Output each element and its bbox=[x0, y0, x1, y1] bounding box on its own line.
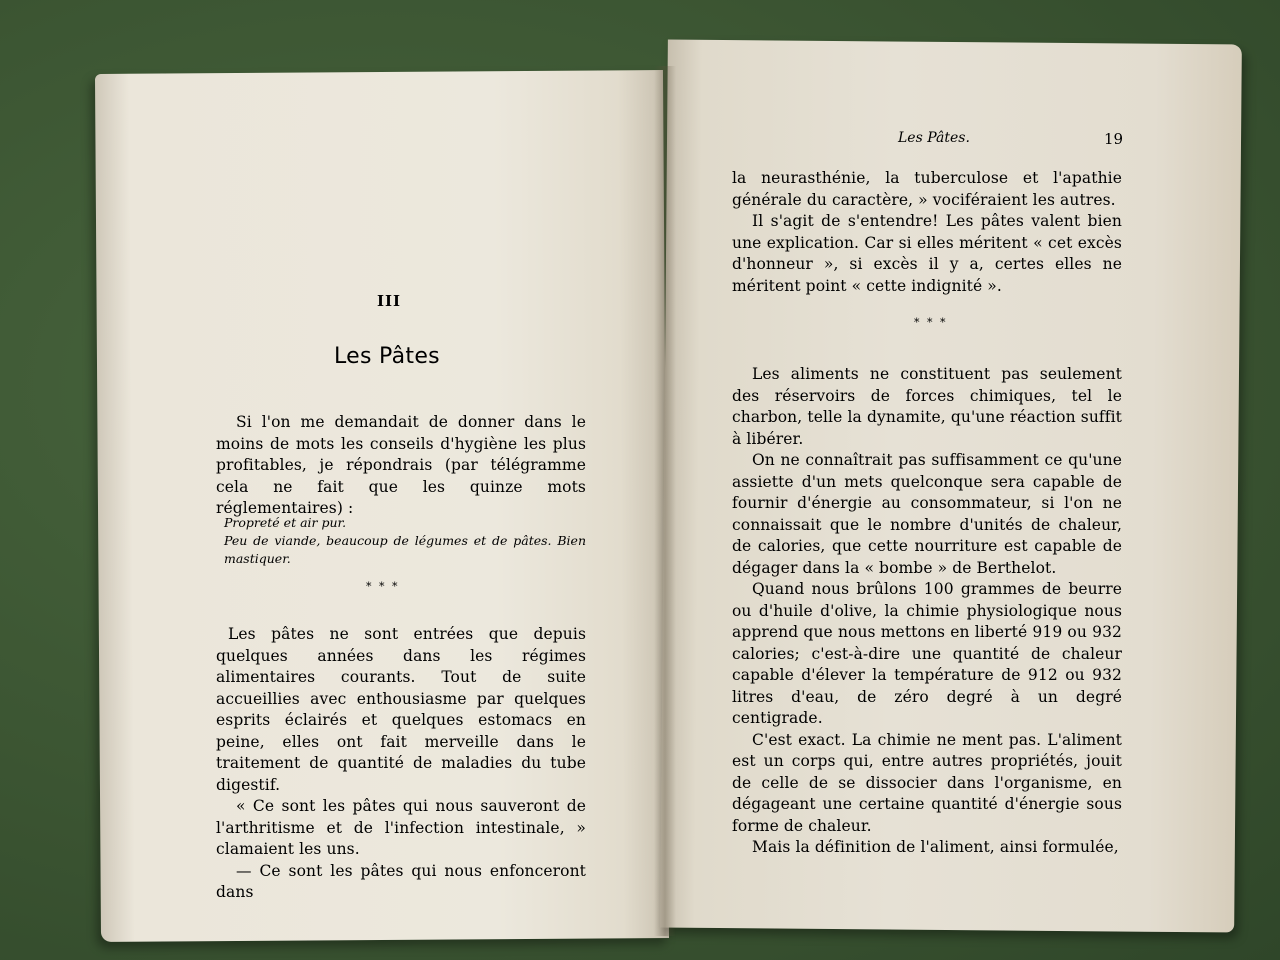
right-paragraph-6: C'est exact. La chimie ne ment pas. L'aliment est un corps qui, entre autres propriétés, jouit de celle de se dissocier dans l'organisme, en dégageant une certaine quantité d'énergie sous forme de chaleur. bbox=[732, 730, 1122, 835]
right-paragraph-3: Les aliments ne constituent pas seulement des réservoirs de forces chimiques, tel le charbon, telle la dynamite, qu'une réaction suffit à libérer. bbox=[732, 365, 1122, 448]
book-gutter bbox=[654, 66, 676, 936]
right-body-block bbox=[732, 364, 1122, 859]
left-paragraph-2: Les pâtes ne sont entrées que depuis quelques années dans les régimes alimentaires courants. Tout de suite accueillies avec enthousiasme par quelques esprits éclairés et quelques estomacs en peine, elles ont fait merveille dans le traitement de quantité de maladies du tube digestif. bbox=[216, 625, 586, 794]
right-paragraph-2: Il s'agit de s'entendre! Les pâtes valent bien une explication. Car si elles méritent « cet excès d'honneur », si excès il y a, certes elles ne méritent point « cette indignité ». bbox=[732, 212, 1122, 295]
intro-paragraph: Si l'on me demandait de donner dans le moins de mots les conseils d'hygiène les plus profitables, je répondrais (par télégramme cela ne fait que les quinze mots réglementaires) : bbox=[216, 413, 586, 517]
left-paragraph-3: « Ce sont les pâtes qui nous sauveront de l'arthritisme et de l'infection intestinale, » clamaient les uns. bbox=[216, 797, 586, 858]
right-separator: * * * bbox=[914, 316, 948, 329]
right-paragraph-4: On ne connaîtrait pas suffisamment ce qu'une assiette d'un mets quelconque sera capable de fournir d'énergie au consommateur, si l'on ne connaissait que le nombre d'unités de chaleur, de calories, que cette nourriture est capable de dégager dans la « bombe » de Berthelot. bbox=[732, 451, 1122, 577]
running-head: Les Pâtes. bbox=[898, 130, 970, 146]
maxim-block bbox=[224, 514, 586, 568]
right-paragraph-7: Mais la définition de l'aliment, ainsi formulée, bbox=[752, 838, 1119, 856]
page-number: 19 bbox=[1104, 130, 1124, 148]
maxim-line-1: Propreté et air pur. bbox=[224, 515, 347, 530]
chapter-number: III bbox=[377, 292, 402, 310]
maxim-line-2: Peu de viande, beaucoup de légumes et de pâtes. Bien mastiquer. bbox=[224, 533, 586, 566]
right-paragraph-5: Quand nous brûlons 100 grammes de beurre ou d'huile d'olive, la chimie physiologique nous apprend que nous mettons en liberté 919 ou 932 calories; c'est-à-dire une quantité de chaleur capable d'élever la température de 912 ou 932 litres d'eau, de zéro degré à un degré centigrade. bbox=[732, 580, 1122, 727]
left-separator: * * * bbox=[366, 580, 400, 593]
left-paragraph-4: — Ce sont les pâtes qui nous enfonceront dans bbox=[216, 861, 586, 901]
left-body-block bbox=[216, 624, 586, 904]
left-intro-block bbox=[216, 412, 586, 520]
right-paragraph-1: la neurasthénie, la tuberculose et l'apathie générale du caractère, » vociféraient les autres. bbox=[732, 169, 1122, 209]
right-top-block bbox=[732, 168, 1122, 297]
chapter-title: Les Pâtes bbox=[334, 344, 440, 369]
